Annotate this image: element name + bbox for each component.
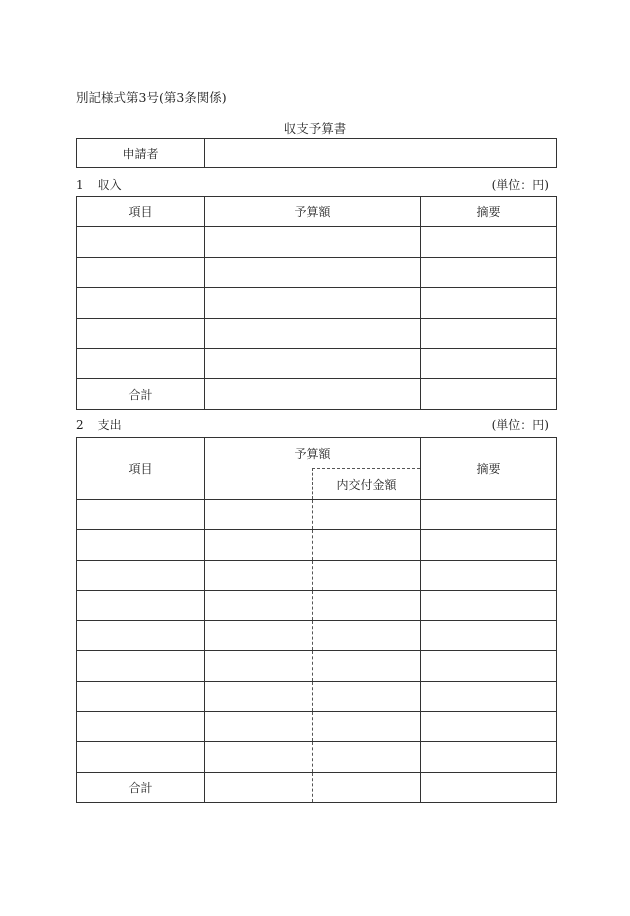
income-budget-cell[interactable] — [205, 348, 421, 378]
applicant-field[interactable] — [205, 139, 557, 168]
expense-subsidy-cell[interactable] — [313, 590, 421, 620]
income-note-cell[interactable] — [421, 288, 557, 318]
income-budget-cell[interactable] — [205, 288, 421, 318]
expense-col-budget: 予算額 — [205, 438, 421, 469]
expense-item-cell[interactable] — [77, 621, 205, 651]
expense-subsidy-cell[interactable] — [313, 712, 421, 742]
income-note-cell[interactable] — [421, 257, 557, 287]
income-total-budget[interactable] — [205, 379, 421, 409]
expense-subsidy-cell[interactable] — [313, 742, 421, 772]
income-note-cell[interactable] — [421, 227, 557, 257]
expense-note-cell[interactable] — [421, 530, 557, 560]
expense-budget-cell[interactable] — [205, 530, 313, 560]
expense-note-cell[interactable] — [421, 500, 557, 530]
expense-subheader-blank — [205, 469, 313, 500]
income-col-item: 項目 — [77, 197, 205, 227]
expense-item-cell[interactable] — [77, 560, 205, 590]
expense-budget-cell[interactable] — [205, 590, 313, 620]
expense-note-cell[interactable] — [421, 712, 557, 742]
income-item-cell[interactable] — [77, 288, 205, 318]
expense-total-label: 合計 — [77, 772, 205, 802]
income-unit-label: (単位：円) — [491, 178, 549, 192]
expense-row — [77, 500, 557, 530]
expense-subsidy-cell[interactable] — [313, 681, 421, 711]
expense-item-cell[interactable] — [77, 590, 205, 620]
expense-item-cell[interactable] — [77, 712, 205, 742]
expense-subsidy-cell[interactable] — [313, 500, 421, 530]
income-note-cell[interactable] — [421, 348, 557, 378]
expense-item-cell[interactable] — [77, 530, 205, 560]
income-row — [77, 318, 557, 348]
expense-budget-cell[interactable] — [205, 500, 313, 530]
income-col-budget: 予算額 — [205, 197, 421, 227]
expense-note-cell[interactable] — [421, 560, 557, 590]
expense-item-cell[interactable] — [77, 651, 205, 681]
income-item-cell[interactable] — [77, 318, 205, 348]
applicant-label: 申請者 — [77, 139, 205, 168]
expense-col-subsidy: 内交付金額 — [313, 469, 421, 500]
expense-subsidy-cell[interactable] — [313, 651, 421, 681]
document-title: 収支予算書 — [283, 121, 347, 136]
expense-table — [76, 437, 557, 803]
expense-row — [77, 560, 557, 590]
expense-item-cell[interactable] — [77, 500, 205, 530]
expense-col-note: 摘要 — [421, 438, 557, 500]
expense-row — [77, 621, 557, 651]
income-header-row — [77, 197, 557, 227]
income-note-cell[interactable] — [421, 318, 557, 348]
expense-subsidy-cell[interactable] — [313, 560, 421, 590]
income-col-note: 摘要 — [421, 197, 557, 227]
income-row — [77, 288, 557, 318]
income-budget-cell[interactable] — [205, 318, 421, 348]
expense-budget-cell[interactable] — [205, 712, 313, 742]
income-budget-cell[interactable] — [205, 227, 421, 257]
expense-row — [77, 681, 557, 711]
expense-note-cell[interactable] — [421, 742, 557, 772]
expense-item-cell[interactable] — [77, 742, 205, 772]
income-row — [77, 227, 557, 257]
expense-header-row — [77, 438, 557, 469]
expense-budget-cell[interactable] — [205, 742, 313, 772]
expense-subsidy-cell[interactable] — [313, 621, 421, 651]
income-table — [76, 196, 557, 410]
income-total-label: 合計 — [77, 379, 205, 409]
expense-subsidy-cell[interactable] — [313, 530, 421, 560]
income-total-note[interactable] — [421, 379, 557, 409]
expense-row — [77, 712, 557, 742]
income-row — [77, 257, 557, 287]
expense-budget-cell[interactable] — [205, 651, 313, 681]
income-section-title: 1 収入 — [76, 178, 122, 192]
expense-budget-cell[interactable] — [205, 621, 313, 651]
income-item-cell[interactable] — [77, 227, 205, 257]
expense-total-subsidy[interactable] — [313, 772, 421, 802]
expense-unit-label: (単位：円) — [491, 418, 549, 432]
income-budget-cell[interactable] — [205, 257, 421, 287]
expense-row — [77, 742, 557, 772]
income-total-row — [77, 379, 557, 409]
expense-budget-cell[interactable] — [205, 560, 313, 590]
expense-budget-cell[interactable] — [205, 681, 313, 711]
expense-item-cell[interactable] — [77, 681, 205, 711]
income-item-cell[interactable] — [77, 348, 205, 378]
form-number-label: 別記様式第3号(第3条関係) — [76, 90, 227, 105]
applicant-table — [76, 138, 557, 168]
expense-col-item: 項目 — [77, 438, 205, 500]
expense-note-cell[interactable] — [421, 681, 557, 711]
expense-note-cell[interactable] — [421, 621, 557, 651]
expense-total-row — [77, 772, 557, 802]
expense-row — [77, 651, 557, 681]
expense-section-title: 2 支出 — [76, 418, 122, 432]
income-row — [77, 348, 557, 378]
expense-total-note[interactable] — [421, 772, 557, 802]
income-item-cell[interactable] — [77, 257, 205, 287]
expense-note-cell[interactable] — [421, 651, 557, 681]
expense-row — [77, 590, 557, 620]
expense-note-cell[interactable] — [421, 590, 557, 620]
expense-total-budget[interactable] — [205, 772, 313, 802]
expense-row — [77, 530, 557, 560]
